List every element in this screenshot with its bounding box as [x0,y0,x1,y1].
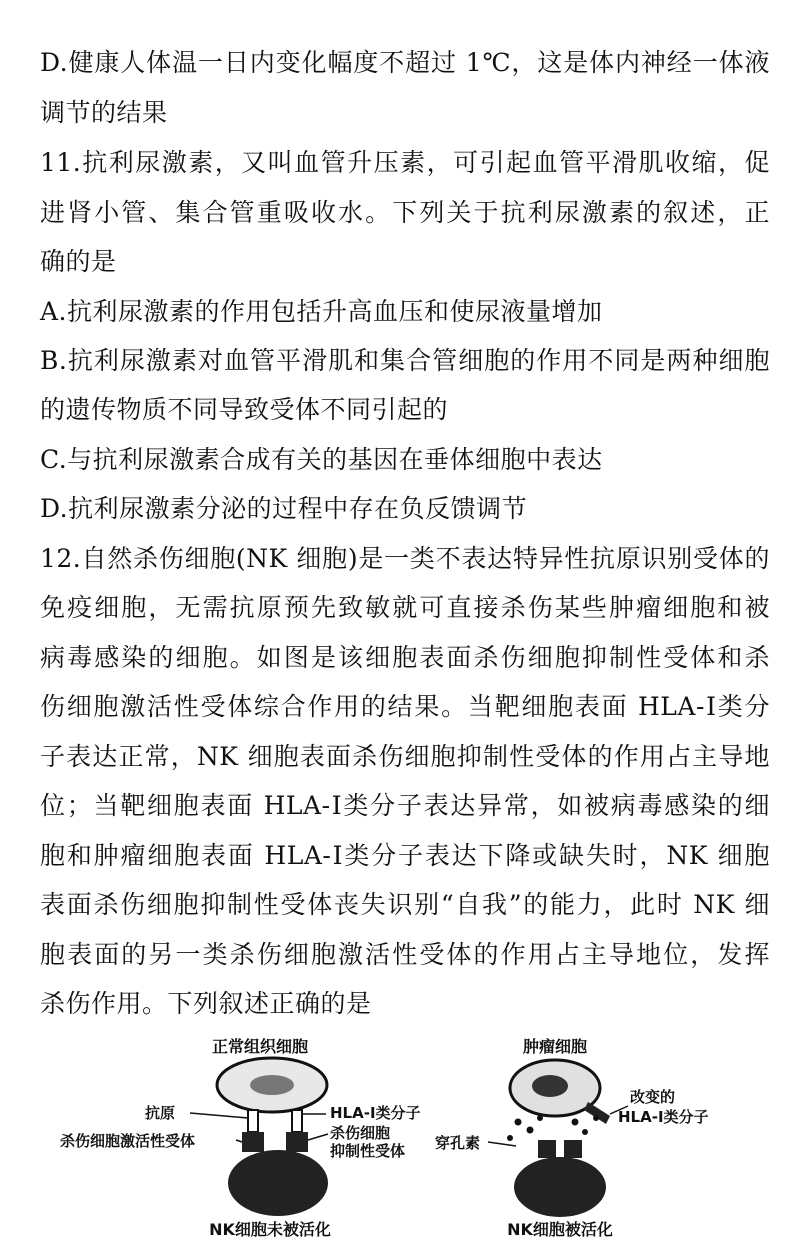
text-line: 11.抗利尿激素，又叫血管升压素，可引起血管平滑肌收缩，促 [40,148,770,177]
text-line: D.健康人体温一日内变化幅度不超过 1℃，这是体内神经一体液 [40,48,770,77]
perforin-dot [537,1115,543,1121]
text-line: 位；当靶细胞表面 HLA-Ⅰ类分子表达异常，如被病毒感染的细 [40,791,770,820]
activating-receptor-label: 杀伤细胞激活性受体 [60,1132,196,1150]
nk-cell-inactive [228,1150,328,1216]
perforin-dot [527,1127,534,1134]
text-line: 进肾小管、集合管重吸收水。下列关于抗利尿激素的叙述，正 [40,198,770,227]
nk-cell-activated [514,1157,606,1217]
normal-cell-nucleus [250,1075,294,1095]
hla-label: HLA-Ⅰ类分子 [330,1104,421,1122]
inhibitory-receptor-shape [564,1140,582,1158]
perforin-dot [515,1119,522,1126]
text-line: 免疫细胞，无需抗原预先致敏就可直接杀伤某些肿瘤细胞和被 [40,593,770,622]
inhibitory-receptor-label-2: 抑制性受体 [330,1142,406,1160]
perforin-label: 穿孔素 [435,1134,481,1152]
text-line: 子表达正常，NK 细胞表面杀伤细胞抑制性受体的作用占主导地 [40,742,770,771]
text-line: 的遗传物质不同导致受体不同引起的 [40,395,449,424]
left-panel [60,1037,421,1239]
text-line: D.抗利尿激素分泌的过程中存在负反馈调节 [40,494,528,523]
nk-cell-figure [40,1030,760,1245]
hla-molecule [292,1110,302,1132]
right-panel [435,1037,709,1239]
inhibitory-receptor-shape [286,1132,308,1152]
nk-activated-label: NK细胞被活化 [507,1220,613,1239]
antigen-molecule [248,1110,258,1132]
text-line: 确的是 [40,247,117,276]
text-line: 表面杀伤细胞抑制性受体丧失识别“自我”的能力，此时 NK 细 [40,890,770,919]
text-line: 调节的结果 [40,98,168,127]
tumor-cell-nucleus [532,1075,568,1097]
normal-cell-label: 正常组织细胞 [211,1037,309,1056]
perforin-dot [593,1115,599,1121]
text-line: B.抗利尿激素对血管平滑肌和集合管细胞的作用不同是两种细胞 [40,346,770,375]
inhibitory-receptor-label-1: 杀伤细胞 [330,1124,391,1142]
activating-receptor-shape [538,1140,556,1158]
text-line: 伤细胞激活性受体综合作用的结果。当靶细胞表面 HLA-Ⅰ类分 [40,692,770,721]
text-line: 胞表面的另一类杀伤细胞激活性受体的作用占主导地位，发挥 [40,940,770,969]
antigen-label: 抗原 [145,1104,176,1122]
perforin-dot [507,1135,513,1141]
activating-receptor-shape [242,1132,264,1152]
nk-inactive-label: NK细胞未被活化 [209,1220,331,1239]
text-line: 12.自然杀伤细胞(NK 细胞)是一类不表达特异性抗原识别受体的 [40,544,770,573]
changed-hla-label-2: HLA-Ⅰ类分子 [618,1108,709,1126]
tumor-cell-label: 肿瘤细胞 [522,1037,588,1056]
text-line: 病毒感染的细胞。如图是该细胞表面杀伤细胞抑制性受体和杀 [40,643,770,672]
perforin-dot [582,1129,588,1135]
text-line: C.与抗利尿激素合成有关的基因在垂体细胞中表达 [40,445,603,474]
text-line: 胞和肿瘤细胞表面 HLA-Ⅰ类分子表达下降或缺失时，NK 细胞 [40,841,770,870]
text-line: 杀伤作用。下列叙述正确的是 [40,989,372,1018]
text-line: A.抗利尿激素的作用包括升高血压和使尿液量增加 [40,297,603,326]
changed-hla-label-1: 改变的 [630,1088,676,1106]
perforin-dot [572,1119,579,1126]
